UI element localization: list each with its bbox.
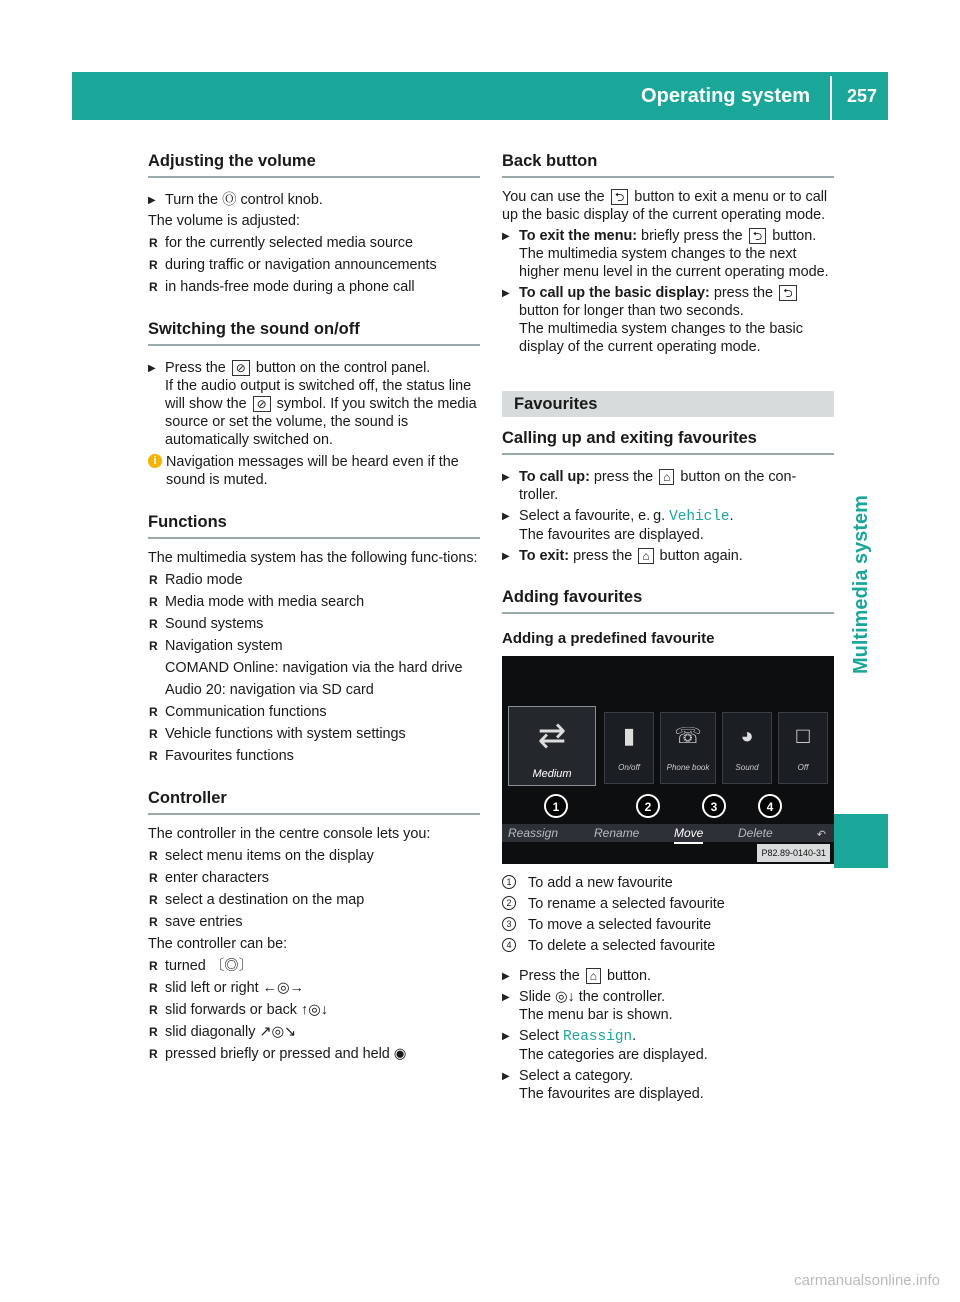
mute-icon: ⊘ <box>232 360 250 376</box>
paragraph: You can use the ⮌ button to exit a menu or to call up the basic display of the current operating mode. <box>502 189 828 223</box>
display-text: Reassign <box>563 1029 633 1045</box>
heading-sound: Switching the sound on/off <box>148 316 480 346</box>
list-item: R in hands-free mode during a phone call <box>148 278 480 296</box>
list-item: R Media mode with media search <box>148 593 480 611</box>
step: ▶ Slide ◎↓ the controller. The menu bar is shown. <box>502 988 834 1024</box>
list-item: R slid left or right ←◎→ <box>148 979 480 997</box>
image-reference: P82.89-0140-31 <box>757 844 830 862</box>
controller-press-icon: ◉ <box>393 1046 407 1062</box>
home-icon: ⌂ <box>586 968 601 984</box>
screen-off-icon: □ <box>796 723 810 748</box>
list-item: R select menu items on the display <box>148 847 480 865</box>
list-item: R Sound systems <box>148 615 480 633</box>
controller-slide-fb-icon: ↑◎↓ <box>300 1002 328 1018</box>
heading-functions: Functions <box>148 509 480 539</box>
step: ▶ Select a favourite, e. g. Vehicle. The favourites are displayed. <box>502 507 834 544</box>
list-item: R select a destination on the map <box>148 891 480 909</box>
paragraph: The volume is adjusted: <box>148 213 300 229</box>
legend-item: 3 To move a selected favourite <box>502 916 834 934</box>
list-item: R Communication functions <box>148 703 480 721</box>
list-item: R Favourites functions <box>148 747 480 765</box>
list-item: R Navigation system <box>148 637 480 655</box>
step: ▶ To exit the menu: briefly press the ⮌ button. The multimedia system changes to the next higher menu level in the current operating mode. <box>502 227 834 281</box>
subheading-predefined: Adding a predefined favourite <box>502 630 715 647</box>
paragraph: The controller can be: <box>148 936 288 952</box>
back-icon: ⮌ <box>779 285 797 301</box>
legend-item: 2 To rename a selected favourite <box>502 895 834 913</box>
heading-controller: Controller <box>148 785 480 815</box>
chapter-heading-favourites: Favourites <box>502 391 834 417</box>
list-item: R slid forwards or back ↑◎↓ <box>148 1001 480 1019</box>
tile-sound: ◕ Sound <box>722 712 772 784</box>
step: ▶ To call up the basic display: press the ⮌ button for longer than two seconds. The multimedia system changes to the basic display of the current operating mode. <box>502 284 834 356</box>
page-number: 257 <box>846 86 878 106</box>
multimedia-screen-image <box>502 656 834 864</box>
list-item: R Vehicle functions with system settings <box>148 725 480 743</box>
shuffle-icon: ⇄ <box>537 717 567 755</box>
step: ▶ To exit: press the ⌂ button again. <box>502 547 834 565</box>
list-item: R save entries <box>148 913 480 931</box>
right-column <box>502 148 834 1106</box>
list-item: R enter characters <box>148 869 480 887</box>
heading-volume: Adjusting the volume <box>148 148 480 178</box>
callout-3: 3 <box>702 794 726 818</box>
phone-book-icon: ☏ <box>674 723 702 748</box>
tile-medium: ⇄ Medium <box>508 706 596 786</box>
side-tab-label: Multimedia system <box>850 495 872 674</box>
tile-off: □ Off <box>778 712 828 784</box>
menu-rename: Rename <box>594 826 640 840</box>
list-item: R during traffic or navigation announcements <box>148 256 480 274</box>
watermark: carmanualsonline.info <box>794 1272 940 1289</box>
switch-icon: ▮ <box>622 723 636 748</box>
header-divider <box>830 76 832 120</box>
heading-adding-favourites: Adding favourites <box>502 584 834 614</box>
menu-move: Move <box>674 824 703 844</box>
info-icon: i <box>148 454 162 468</box>
list-item: R Radio mode <box>148 571 480 589</box>
step: ▶ Turn the Ⓞ control knob. <box>148 191 480 209</box>
list-item: R pressed briefly or pressed and held ◉ <box>148 1045 480 1063</box>
controller-turn-icon: 〔◎〕 <box>209 958 253 974</box>
callout-2: 2 <box>636 794 660 818</box>
heading-calling-favourites: Calling up and exiting favourites <box>502 425 834 455</box>
page-header <box>72 72 888 120</box>
section-title: Operating system <box>641 85 810 107</box>
tile-onoff: ▮ On/off <box>604 712 654 784</box>
knob-icon: Ⓞ <box>222 192 237 208</box>
paragraph: The controller in the centre console lets you: <box>148 826 431 842</box>
step: ▶ Select a category. The favourites are displayed. <box>502 1067 834 1103</box>
callout-4: 4 <box>758 794 782 818</box>
menu-reassign: Reassign <box>508 826 559 840</box>
list-item: R turned 〔◎〕 <box>148 957 480 975</box>
side-tab-marker <box>834 814 888 868</box>
home-icon: ⌂ <box>659 469 674 485</box>
left-column <box>148 148 480 1067</box>
menu-delete: Delete <box>738 826 773 840</box>
sound-icon: ◕ <box>740 723 754 748</box>
mute-icon: ⊘ <box>253 396 271 412</box>
controller-slide-lr-icon: ←◎→ <box>262 980 304 996</box>
step: ▶ Press the ⌂ button. <box>502 967 834 985</box>
callout-1: 1 <box>544 794 568 818</box>
list-item: R for the currently selected media source <box>148 234 480 252</box>
sub-item: Audio 20: navigation via SD card <box>165 682 374 698</box>
sub-item: COMAND Online: navigation via the hard drive <box>165 660 463 676</box>
screen-menu-bar <box>502 824 834 842</box>
step: ▶ Select Reassign. The categories are displayed. <box>502 1027 834 1064</box>
controller-slide-icon: ◎↓ <box>555 989 575 1005</box>
heading-back-button: Back button <box>502 148 834 178</box>
list-item: R slid diagonally ↗◎↘ <box>148 1023 480 1041</box>
home-icon: ⌂ <box>638 548 653 564</box>
tile-phonebook: ☏ Phone book <box>660 712 716 784</box>
paragraph: The multimedia system has the following func-tions: <box>148 550 478 566</box>
legend-item: 4 To delete a selected favourite <box>502 937 834 955</box>
step: ▶ To call up: press the ⌂ button on the con-troller. <box>502 468 834 504</box>
info-note: i Navigation messages will be heard even if the sound is muted. <box>148 453 480 489</box>
screen-back-icon: ↶ <box>816 829 826 841</box>
back-icon: ⮌ <box>749 228 767 244</box>
controller-slide-diag-icon: ↗◎↘ <box>259 1024 297 1040</box>
back-icon: ⮌ <box>611 189 629 205</box>
display-text: Vehicle <box>669 509 730 525</box>
legend-item: 1 To add a new favourite <box>502 874 834 892</box>
step: ▶ Press the ⊘ button on the control panel. If the audio output is switched off, the status line will show the ⊘ symbol. If you switch the media source or set the volume, the sound is automatically switched on. <box>148 359 480 449</box>
